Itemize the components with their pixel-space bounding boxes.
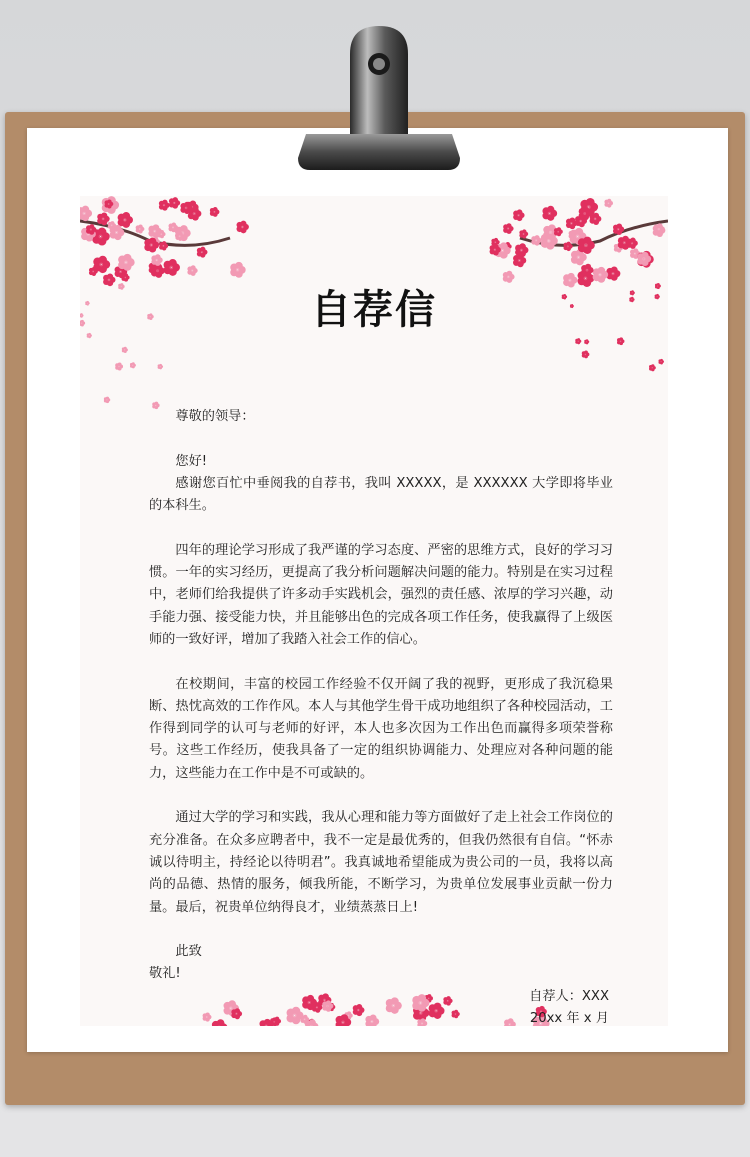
blossom-icon (575, 338, 581, 344)
blossom-icon (613, 223, 624, 234)
blossom-icon (136, 225, 145, 234)
blossom-icon (118, 212, 133, 228)
letter-body (149, 406, 613, 1026)
blossom-icon (104, 397, 110, 404)
paragraph: 通过大学的学习和实践，我从心理和能力等方面做好了走上社会工作岗位的充分准备。在众多应聘者中，我不一定是最优秀的，但我仍然很有自信。“怀赤诚以待明主，持经论以待明君”。我真诚地希望能成为贵公司的一员，我将以高尚的品德、热情的服务，倾我所能，不断学习，为贵单位发展事业贡献一份力量。最后，祝贵单位纳得良才，业绩蒸蒸日上! (149, 810, 613, 915)
letter-title: 自荐信 (311, 286, 437, 333)
blossom-icon (122, 347, 128, 353)
intro-paragraph: 感谢您百忙中垂阅我的自荐书，我叫 XXXXX，是 XXXXXX 大学即将毕业的本科生。 (149, 475, 613, 514)
blossom-icon (164, 259, 180, 276)
date: 20xx 年 x 月 (529, 1011, 609, 1026)
blossom-icon (617, 337, 624, 345)
salutation: 尊敬的领导： (175, 409, 255, 424)
blossom-icon (554, 227, 563, 236)
paragraph: 四年的理论学习形成了我严谨的学习态度、严密的思维方式，良好的学习习惯。一年的实习经历，更提高了我分析问题解决问题的能力。特别是在实习过程中，老师们给我提供了许多动手实践机会，强烈的责任感、浓厚的学习兴趣，动手能力强、接受能力快，并且能够出色的完成各项工作任务，使我赢得了上级医师的一致好评，增加了我踏入社会工作的信心。 (149, 542, 613, 647)
blossom-icon (159, 241, 168, 250)
closing-line: 此致 (175, 944, 202, 960)
blossom-icon (503, 223, 513, 234)
blossom-icon (80, 206, 92, 221)
blossom-icon (151, 254, 162, 266)
blossom-icon (97, 213, 109, 226)
blossom-icon (169, 197, 180, 208)
blossom-icon (197, 247, 208, 258)
blossom-icon (519, 229, 528, 238)
blossom-icon (649, 364, 656, 371)
blossom-icon (237, 221, 249, 234)
binder-clip-icon (298, 24, 460, 170)
blossom-icon (210, 207, 220, 217)
closing-regards: 敬礼! (149, 966, 181, 982)
blossom-icon (582, 350, 590, 358)
greeting: 您好! (175, 453, 208, 469)
blossom-icon (115, 362, 123, 370)
blossom-icon (542, 206, 557, 221)
blossom-icon (187, 265, 197, 276)
blossom-icon (130, 362, 136, 368)
blossom-icon (158, 364, 163, 370)
blossom-icon (578, 237, 595, 254)
blossom-icon (159, 200, 170, 211)
blossom-icon (515, 243, 528, 257)
blossom-icon (563, 242, 572, 251)
paragraph: 在校期间，丰富的校园工作经验不仅开阔了我的视野，更形成了我沉稳果断、热忱高效的工作作风。本人与其他学生骨干成功地组织了各种校园活动，工作得到同学的认可与老师的好评，本人也多次因为工作出色而赢得多项荣誉称号。这些工作经历，使我具备了一定的组织协调能力、处理应对各种问题的能力，这些能力在工作中是不可或缺的。 (149, 676, 613, 781)
blossom-icon (230, 262, 245, 278)
signature: 自荐人：XXX (529, 988, 609, 1004)
blossom-icon (658, 359, 663, 365)
blossom-icon (604, 199, 613, 208)
blossom-icon (589, 213, 601, 225)
blossom-icon (513, 209, 524, 221)
letter-document (80, 196, 668, 1026)
blossom-icon (584, 339, 589, 344)
blossom-icon (118, 254, 135, 271)
